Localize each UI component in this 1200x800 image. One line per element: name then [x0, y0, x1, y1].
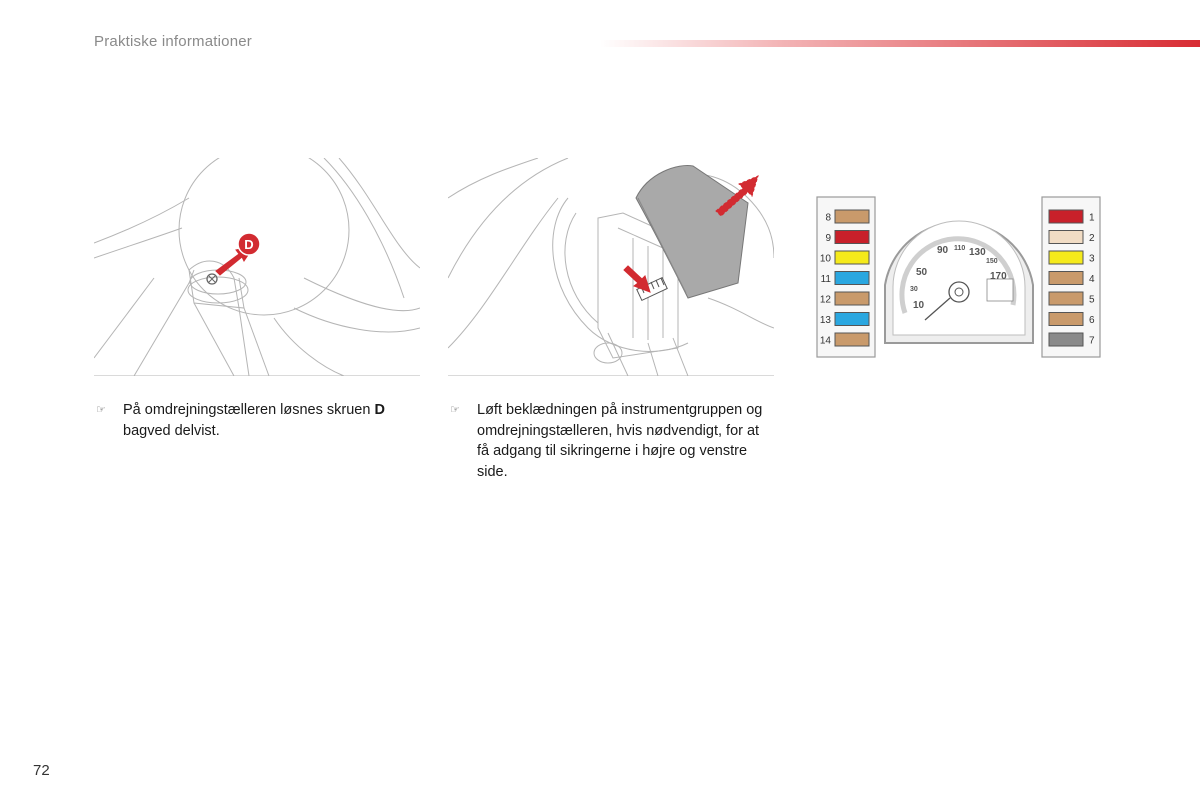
fuse-6	[1049, 313, 1095, 327]
fuse-1	[1049, 210, 1095, 224]
speed-label-130: 130	[969, 247, 986, 258]
fuse-2	[1049, 231, 1095, 245]
fuse-9-label: 9	[825, 233, 831, 244]
fuse-10	[820, 251, 869, 265]
speed-label-10: 10	[913, 300, 925, 311]
fuse-7-swatch	[1049, 333, 1083, 346]
fuse-3-label: 3	[1089, 253, 1095, 265]
fuse-11-label: 11	[820, 274, 831, 285]
fuse-14	[820, 333, 869, 347]
fuse-3	[1049, 251, 1095, 265]
screw-letter: D	[374, 402, 385, 418]
header-accent-bar	[600, 40, 1200, 47]
fuse-7-label: 7	[1089, 335, 1095, 347]
fuse-14-swatch	[835, 333, 869, 346]
push-arrow	[624, 266, 650, 292]
speedometer-gauge	[885, 221, 1033, 343]
fuse-1-label: 1	[1089, 212, 1095, 224]
fuse-8-swatch	[835, 210, 869, 223]
speed-label-90: 90	[937, 245, 949, 256]
instruction-step-lift-cover	[450, 400, 770, 482]
instruction-step-loosen-screw	[96, 400, 416, 441]
fuse-12	[820, 292, 869, 306]
fuse-11	[821, 272, 869, 286]
fuse-10-label: 10	[819, 253, 831, 265]
fuse-5-label: 5	[1089, 294, 1095, 306]
fuse-3-swatch	[1049, 251, 1083, 264]
speed-label-170: 170	[990, 271, 1007, 282]
fuse-14-label: 14	[819, 335, 831, 347]
fuse-9-swatch	[835, 231, 869, 244]
fuse-6-label: 6	[1089, 315, 1095, 326]
fuse-4	[1049, 272, 1095, 286]
illustration-fuse-layout	[815, 195, 1105, 360]
page-header-title: Praktiske informationer	[94, 33, 252, 50]
illustration-tachometer-screw	[94, 158, 420, 376]
fuse-5-swatch	[1049, 292, 1083, 305]
fuse-12-label: 12	[819, 294, 831, 306]
fuse-11-swatch	[835, 272, 869, 285]
page-number: 72	[33, 762, 50, 779]
speed-label-30: 30	[910, 286, 918, 293]
speed-label-50: 50	[916, 267, 928, 278]
pointing-hand-icon: ☞	[96, 404, 106, 416]
fuse-4-label: 4	[1089, 274, 1095, 285]
callout-letter-d: D	[244, 237, 254, 252]
fuse-7	[1049, 333, 1095, 347]
pointing-hand-icon: ☞	[450, 404, 460, 416]
tachometer-pod	[179, 158, 349, 315]
instruction-text: Løft beklædningen på instrumentgruppen og omdrejningstælleren, hvis nødvendigt, for at få adgang til sikringerne i højre og venstre side.	[477, 402, 763, 480]
fuse-13	[820, 313, 869, 327]
speed-label-110: 110	[954, 245, 966, 252]
fuse-1-swatch	[1049, 210, 1083, 223]
illustration-lift-instrument-cover	[448, 158, 774, 376]
fuse-13-label: 13	[819, 315, 831, 326]
fuse-5	[1049, 292, 1095, 306]
fuse-13-swatch	[835, 313, 869, 326]
fuse-10-swatch	[835, 251, 869, 264]
fuse-4-swatch	[1049, 272, 1083, 285]
instruction-text: På omdrejningstælleren løsnes skruen D bagved delvist.	[123, 402, 385, 439]
fuse-8-label: 8	[825, 212, 831, 224]
fuse-2-label: 2	[1089, 233, 1095, 244]
fuse-2-swatch	[1049, 231, 1083, 244]
fuse-12-swatch	[835, 292, 869, 305]
speed-label-150: 150	[986, 258, 998, 265]
fuse-6-swatch	[1049, 313, 1083, 326]
